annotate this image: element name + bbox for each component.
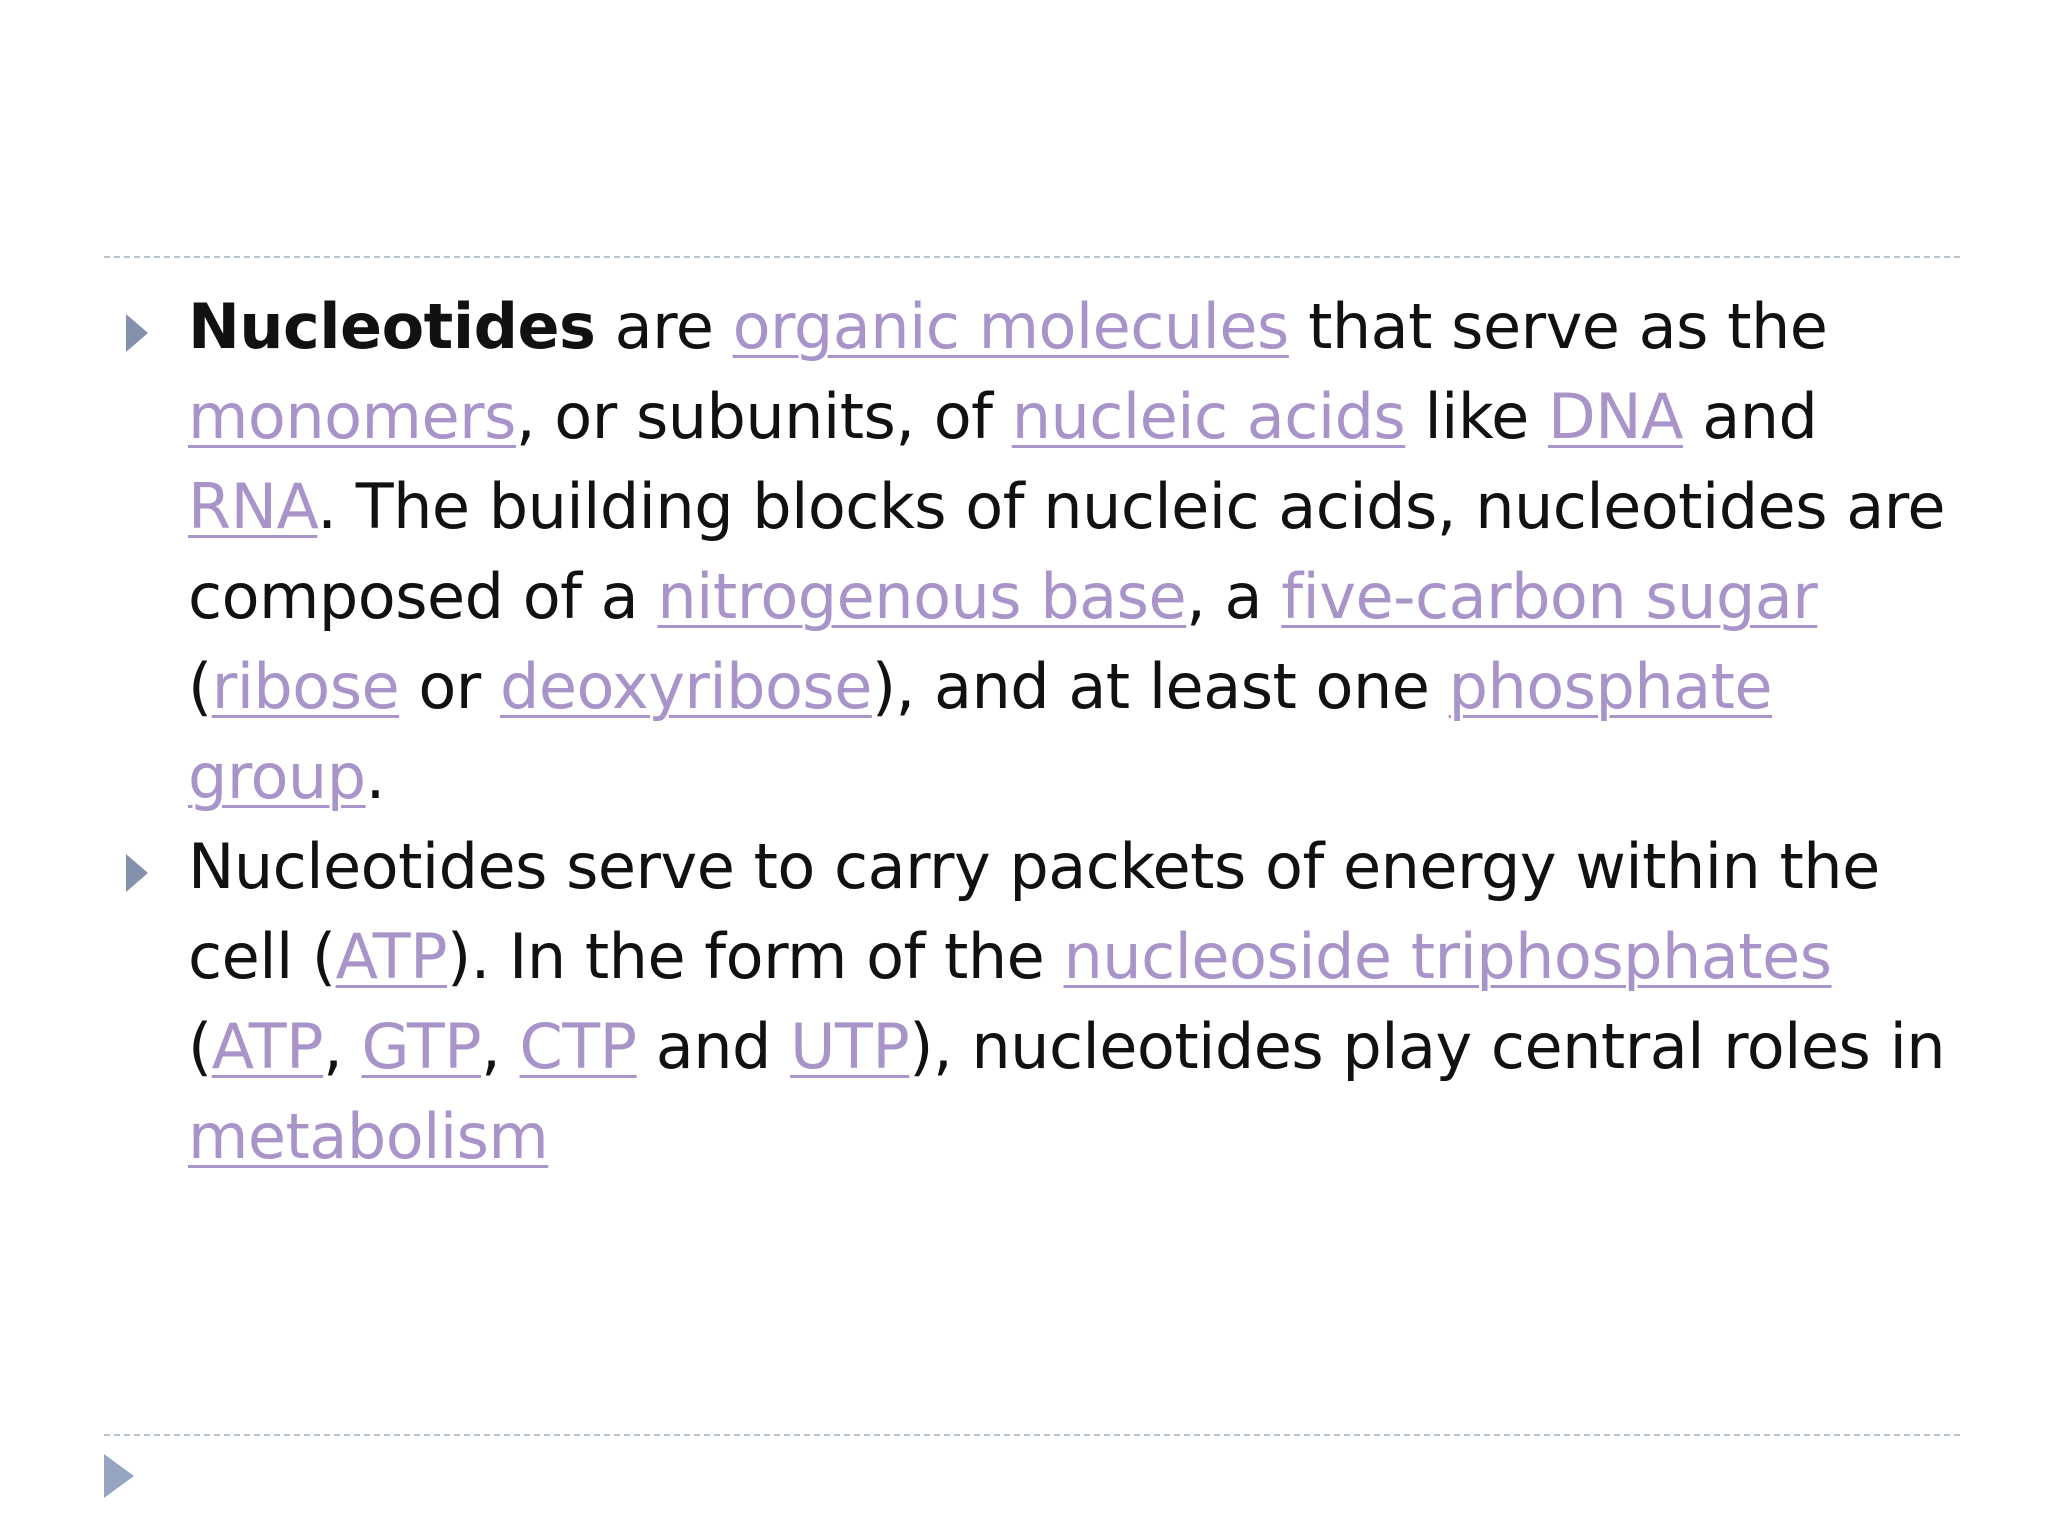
link-nucleic-acids[interactable]: nucleic acids: [1011, 380, 1406, 453]
text-span: . The building blocks of nucleic acids, nucleotides are composed of a: [188, 470, 1945, 633]
bottom-divider: [104, 1434, 1960, 1436]
term-nucleotides: Nucleotides: [188, 290, 596, 363]
text-span: ). In the form of the: [446, 920, 1064, 993]
text-span: (: [188, 1010, 212, 1083]
text-span: and: [636, 1010, 791, 1083]
bullet-item-1: [120, 282, 1960, 822]
triangle-right-icon: [126, 854, 148, 892]
link-ribose[interactable]: ribose: [211, 650, 400, 723]
bullet-text-1: [188, 290, 1945, 813]
link-phosphate-group[interactable]: phosphate group: [188, 650, 1773, 813]
text-span: .: [365, 740, 385, 813]
text-span: ,: [323, 1010, 362, 1083]
link-five-carbon-sugar[interactable]: five-carbon sugar: [1281, 560, 1818, 633]
link-metabolism[interactable]: metabolism: [188, 1100, 549, 1173]
slide-body: [120, 282, 1960, 1182]
link-atp-2[interactable]: ATP: [211, 1010, 324, 1083]
text-span: that serve as the: [1288, 290, 1828, 363]
text-span: and: [1683, 380, 1818, 453]
link-deoxyribose[interactable]: deoxyribose: [500, 650, 872, 723]
link-atp[interactable]: ATP: [335, 920, 447, 993]
text-span: are: [595, 290, 733, 363]
top-divider: [104, 256, 1960, 258]
bullet-item-2: [120, 822, 1960, 1182]
link-ctp[interactable]: CTP: [519, 1010, 637, 1083]
text-span: ,: [481, 1010, 520, 1083]
link-monomers[interactable]: monomers: [188, 380, 516, 453]
text-span: , or subunits, of: [515, 380, 1012, 453]
link-dna[interactable]: DNA: [1547, 380, 1684, 453]
bullet-text-2: [188, 830, 1945, 1173]
text-span: ), nucleotides play central roles in: [909, 1010, 1946, 1083]
triangle-right-icon: [104, 1454, 134, 1498]
text-span: ), and at least one: [871, 650, 1449, 723]
link-organic-molecules[interactable]: organic molecules: [732, 290, 1289, 363]
link-gtp[interactable]: GTP: [361, 1010, 482, 1083]
link-rna[interactable]: RNA: [188, 470, 318, 543]
link-utp[interactable]: UTP: [790, 1010, 910, 1083]
link-nitrogenous-base[interactable]: nitrogenous base: [657, 560, 1187, 633]
text-span: Nucleotides serve to carry packets of energy within the cell (: [188, 830, 1880, 993]
triangle-right-icon: [126, 314, 148, 352]
link-nucleoside-triphosphates[interactable]: nucleoside triphosphates: [1063, 920, 1832, 993]
text-span: , a: [1186, 560, 1282, 633]
text-span: (: [188, 650, 212, 723]
text-span: or: [399, 650, 500, 723]
text-span: like: [1405, 380, 1548, 453]
